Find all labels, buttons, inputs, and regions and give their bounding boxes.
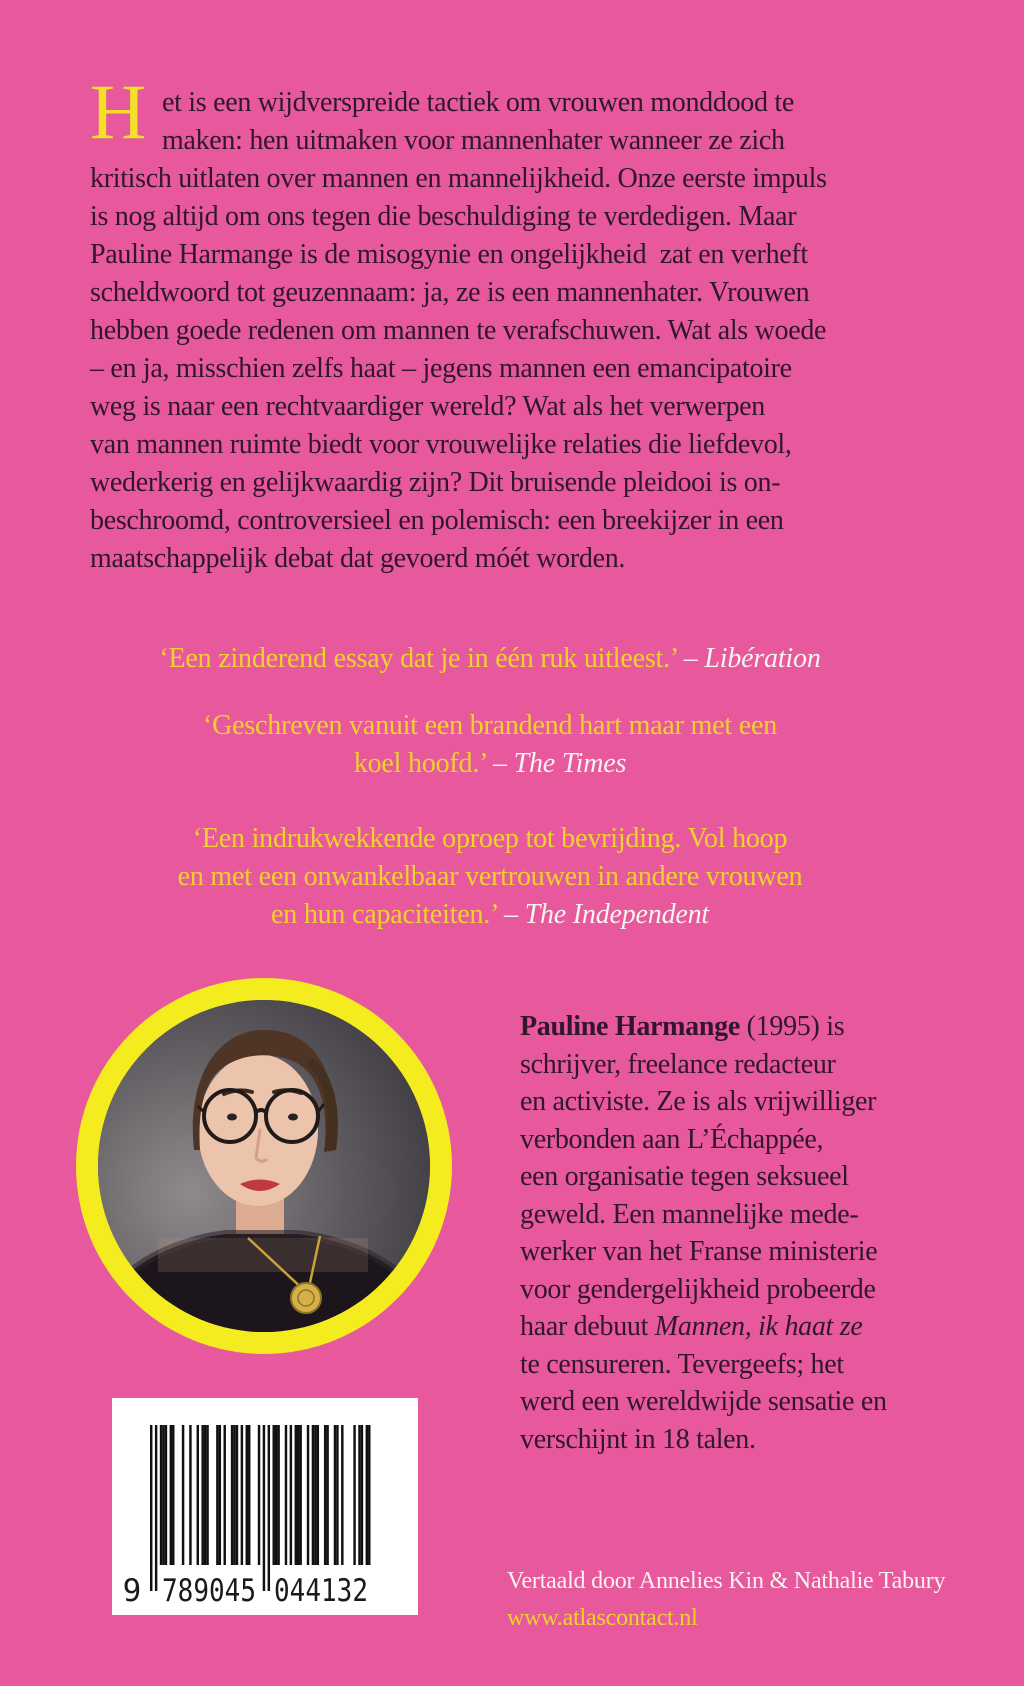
bio-lines-b: te censureren. Tevergeefs; het werd een wereldwijde sensatie en verschijnt in 18 talen.: [520, 1348, 887, 1455]
quote-attribution: – Libération: [683, 643, 821, 674]
quote-attribution: – The Independent: [503, 899, 709, 930]
barcode-number: 9: [122, 1573, 142, 1609]
website-link: www.atlascontact.nl: [507, 1605, 698, 1631]
author-bio: [520, 1008, 950, 1458]
author-photo-ring: [76, 978, 452, 1354]
quote-text: ‘Een indrukwekkende oproep tot bevrijding. Vol hoop: [192, 823, 788, 854]
review-quote-the-independent: [70, 820, 910, 934]
review-quote-liberation: [70, 640, 910, 678]
blurb-paragraph: [90, 84, 900, 578]
quote-text: en hun capaciteiten.’: [271, 899, 498, 930]
barcode: [112, 1398, 418, 1615]
review-quote-the-times: [70, 707, 910, 783]
quote-attribution: – The Times: [493, 748, 627, 779]
book-title: Mannen, ik haat ze: [654, 1311, 863, 1342]
author-photo: [98, 1000, 430, 1332]
author-name: Pauline Harmange: [520, 1011, 740, 1042]
quote-text: ‘Een zinderend essay dat je in één ruk uitleest.’: [159, 643, 677, 674]
barcode-number: 044132: [274, 1573, 368, 1609]
bio-lines-a: schrijver, freelance redacteur en activiste. Ze is als vrijwilliger verbonden aan L’Échappée, een organisatie tegen seksueel geweld. Een mannelijke mede- werker van het Franse ministerie voor gendergelijkheid probeerde: [520, 1048, 878, 1305]
quote-text: ‘Geschreven vanuit een brandend hart maar met een: [202, 710, 778, 741]
bio-line-debut: haar debuut Mannen, ik haat ze: [520, 1311, 863, 1342]
drop-cap: H: [90, 68, 147, 155]
quote-text: en met een onwankelbaar vertrouwen in andere vrouwen: [177, 861, 803, 892]
barcode-number: 789045: [162, 1573, 256, 1609]
bio-line-name: Pauline Harmange (1995) is: [520, 1011, 845, 1042]
blurb-lines: et is een wijdverspreide tactiek om vrouwen monddood te maken: hen uitmaken voor mannenhater wanneer ze zich kritisch uitlaten over mannen en mannelijkheid. Onze eerste impuls is nog altijd om ons tegen die beschuldiging te verdedigen. Maar Pauline Harmange is de misogynie en ongelijkheid zat en verheft scheldwoord tot geuzennaam: ja, ze is een mannenhater. Vrouwen hebben goede redenen om mannen te verafschuwen. Wat als woede – en ja, misschien zelfs haat – jegens mannen een emancipatoire weg is naar een rechtvaardiger wereld? Wat als het verwerpen van mannen ruimte biedt voor vrouwelijke relaties die liefdevol, wederkerig en gelijkwaardig zijn? Dit bruisende pleidooi is on- beschroomd, controversieel en polemisch: een breekijzer in een maatschappelijk debat dat gevoerd móét worden.: [90, 87, 827, 574]
footer: [507, 1563, 945, 1637]
translation-credit: Vertaald door Annelies Kin & Nathalie Tabury: [507, 1568, 946, 1594]
quote-text: koel hoofd.’: [353, 748, 487, 779]
barcode-svg: [112, 1398, 418, 1615]
